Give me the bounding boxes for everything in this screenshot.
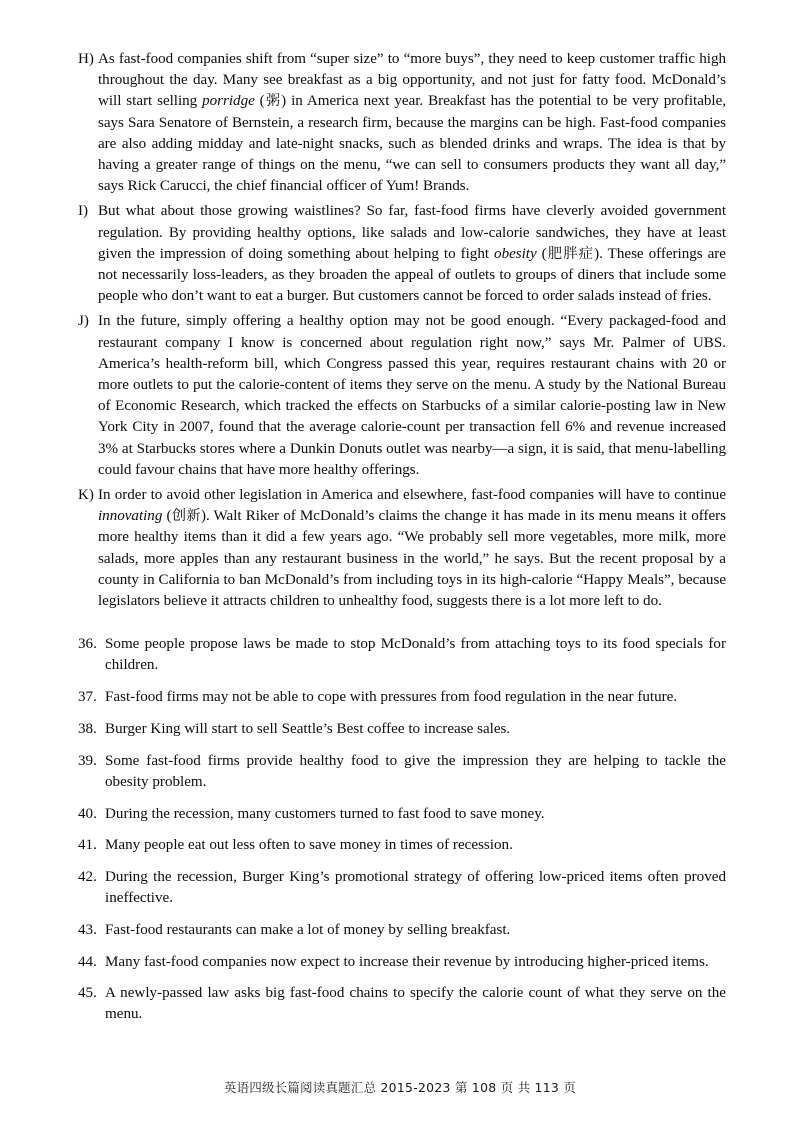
questions-section	[78, 634, 726, 1025]
glossed-term: porridge	[202, 93, 255, 110]
question-number: 37.	[78, 689, 97, 706]
question-item[interactable]	[78, 634, 726, 676]
question-number: 40.	[78, 805, 97, 822]
question-text: During the recession, Burger King’s promotional strategy of offering low-priced items often proved ineffective.	[105, 868, 726, 907]
passage-section	[78, 49, 726, 612]
question-number: 38.	[78, 720, 97, 737]
passage-paragraph	[78, 485, 726, 612]
question-number: 36.	[78, 636, 97, 653]
text-run: ) in America next year. Breakfast has the potential to be very profitable, says Sara Senatore of Bernstein, a research firm, because the margins can be high. Fast-food companies are also adding midday and late-night snacks, such as blended drinks and wraps. The idea is that by having a greater range of things on the menu, “we can sell to consumers products they want all day,” says Rick Carucci, the chief financial officer of Yum! Brands.	[98, 93, 727, 195]
text-run: ). Walt Riker of McDonald’s claims the change it has made in its menu means it offers more healthy items than it did a few years ago. “We probably sell more vegetables, more milk, more salads, more apples than any restaurant business in the world,” he says. But the recent proposal by a county in California to ban McDonald’s from including toys in its high-calorie “Happy Meals”, because legislators believe it attracts children to unhealthy food, suggests there is a lot more left to do.	[98, 508, 726, 610]
text-run: (	[162, 508, 172, 525]
question-item[interactable]	[78, 751, 726, 793]
question-item[interactable]	[78, 983, 726, 1025]
paragraph-text	[98, 201, 726, 307]
question-item[interactable]	[78, 920, 726, 941]
passage-paragraph	[78, 311, 726, 481]
chinese-gloss: 肥胖症	[546, 245, 595, 262]
question-text: Many people eat out less often to save money in times of recession.	[105, 837, 513, 854]
paragraph-marker: H)	[78, 51, 94, 67]
question-text: A newly-passed law asks big fast-food chains to specify the calorie count of what they serve on the menu.	[105, 985, 726, 1023]
question-item[interactable]	[78, 835, 726, 856]
chinese-gloss: 粥	[264, 93, 282, 110]
question-text: Fast-food firms may not be able to cope with pressures from food regulation in the near future.	[105, 689, 678, 706]
question-number: 45.	[78, 985, 97, 1002]
question-text: Some people propose laws be made to stop McDonald’s from attaching toys to its food specials for children.	[105, 636, 726, 674]
text-run: (	[254, 93, 265, 110]
question-item[interactable]	[78, 804, 726, 825]
page-content	[78, 49, 726, 1026]
question-text: Burger King will start to sell Seattle’s Best coffee to increase sales.	[105, 720, 511, 737]
question-number: 43.	[78, 921, 97, 938]
paragraph-marker: I)	[78, 203, 89, 220]
text-run: In the future, simply offering a healthy option may not be good enough. “Every packaged-food and restaurant company I know is concerned about regulation right now,” says Mr. Palmer of UBS. America’s health-reform bill, which Congress passed this year, requires restaurant chains with 20 or more outlets to put the calorie-content of items they serve on the menu. A study by the National Bureau of Economic Research, which tracked the effects on Starbucks of a similar calorie-posting law in New York City in 2007, found that the average calorie-count per transaction fell 6% and revenue increased 3% at Starbucks stores where a Dunkin Donuts outlet was nearby—a sign, it is said, that menu-labelling could favour chains that have more healthy offerings.	[98, 313, 726, 478]
paragraph-marker: J)	[78, 313, 89, 330]
paragraph-text	[98, 485, 726, 612]
question-text: Some fast-food firms provide healthy food to give the impression they are helping to tackle the obesity problem.	[105, 752, 726, 790]
text-run: ). These offerings are not necessarily loss-leaders, as they broaden the appeal of outlets to groups of diners that include some people who don’t want to eat a burger. But customers cannot be forced to order salads instead of fries.	[98, 245, 726, 305]
question-number: 44.	[78, 953, 97, 970]
text-run: In order to avoid other legislation in America and elsewhere, fast-food companies will have to continue	[98, 487, 726, 504]
text-run: But what about those growing waistlines? So far, fast-food firms have cleverly avoided government regulation. By providing healthy options, like salads and low-calorie sandwiches, they have at least given the impression of doing something about helping to fight	[98, 203, 726, 262]
question-text: During the recession, many customers turned to fast food to save money.	[105, 805, 545, 822]
question-item[interactable]	[78, 867, 726, 909]
question-number: 42.	[78, 868, 97, 885]
glossed-term: obesity	[494, 245, 537, 262]
question-number: 41.	[78, 837, 97, 854]
glossed-term: innovating	[98, 508, 163, 525]
question-text: Many fast-food companies now expect to increase their revenue by introducing higher-priced items.	[105, 953, 709, 970]
question-item[interactable]	[78, 719, 726, 740]
paragraph-text	[98, 49, 726, 197]
text-run: As fast-food companies shift from “super size” to “more buys”, they need to keep customer traffic high throughout the day. Many see breakfast as a big opportunity, and not just for fatty food. McDonald’s will start selling	[98, 51, 726, 110]
paragraph-marker: K)	[78, 487, 94, 504]
question-number: 39.	[78, 752, 97, 769]
question-text: Fast-food restaurants can make a lot of money by selling breakfast.	[105, 921, 511, 938]
paragraph-text	[98, 311, 726, 481]
chinese-gloss: 创新	[171, 508, 201, 525]
footer-text: 英语四级长篇阅读真题汇总 2015-2023 第 108 页 共 113 页	[223, 1080, 577, 1095]
passage-paragraph	[78, 201, 726, 307]
page-footer	[0, 1078, 800, 1096]
question-item[interactable]	[78, 687, 726, 708]
text-run: (	[536, 245, 547, 262]
question-item[interactable]	[78, 952, 726, 973]
passage-paragraph	[78, 49, 726, 197]
